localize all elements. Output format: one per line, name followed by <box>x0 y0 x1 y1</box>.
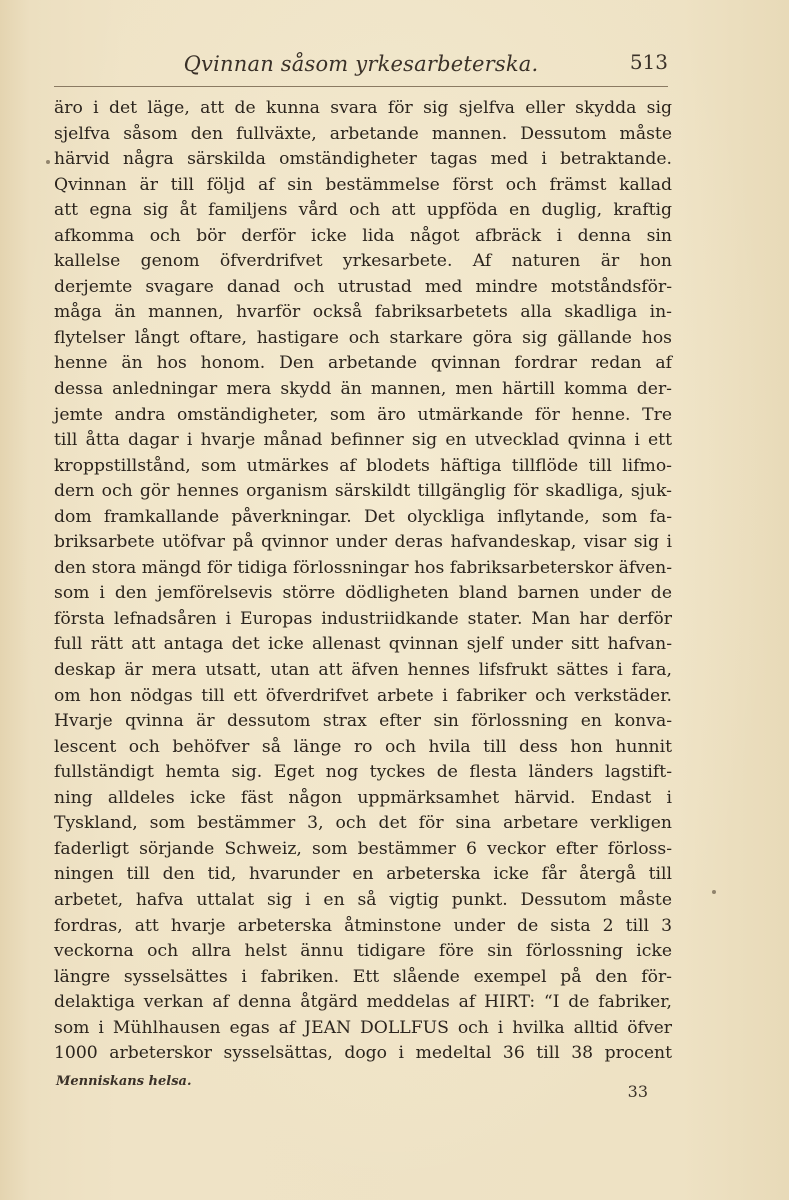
text-line: arbetet, hafva uttalat sig i en så vigtig punkt. Dessutom måste <box>54 889 672 910</box>
text-line: som i den jemförelsevis större dödligheten bland barnen under de <box>54 583 672 604</box>
text-line: dessa anledningar mera skydd än mannen, men härtill komma der- <box>54 379 672 400</box>
text-line: fullständigt hemta sig. Eget nog tyckes de flesta länders lagstift- <box>54 762 672 783</box>
text-line: afkomma och bör derför icke lida något afbräck i denna sin <box>54 225 672 246</box>
text-line: deskap är mera utsatt, utan att äfven hennes lifsfrukt sättes i fara, <box>54 660 672 681</box>
text-line: fordras, att hvarje arbeterska åtminstone under de sista 2 till 3 <box>54 915 672 936</box>
text-line: Tyskland, som bestämmer 3, och det för sina arbetare verkligen <box>54 813 672 834</box>
text-line: sjelfva såsom den fullväxte, arbetande mannen. Dessutom måste <box>54 123 672 144</box>
text-line: Qvinnan är till följd af sin bestämmelse först och främst kallad <box>54 174 672 195</box>
running-title: Qvinnan såsom yrkesarbeterska. <box>183 52 539 76</box>
text-line: härvid några särskilda omständigheter tagas med i betraktande. <box>54 149 672 170</box>
text-line: längre sysselsättes i fabriken. Ett slående exempel på den för- <box>54 966 672 987</box>
text-line: ningen till den tid, hvarunder en arbeterska icke får återgå till <box>54 864 672 885</box>
margin-speck <box>46 160 50 164</box>
margin-speck <box>712 890 716 894</box>
text-line: full rätt att antaga det icke allenast qvinnan sjelf under sitt hafvan- <box>54 634 672 655</box>
text-line: att egna sig åt familjens vård och att uppföda en duglig, kraftig <box>54 200 672 221</box>
sheet-number: 33 <box>627 1082 648 1101</box>
text-line: delaktiga verkan af denna åtgärd meddelas af HIRT: “I de fabriker, <box>54 992 672 1013</box>
text-line: kallelse genom öfverdrifvet yrkesarbete. Af naturen är hon <box>54 251 672 272</box>
body-text <box>54 96 672 1067</box>
text-line: äro i det läge, att de kunna svara för sig sjelfva eller skydda sig <box>54 98 672 118</box>
text-line: måga än mannen, hvarför också fabriksarbetets alla skadliga in- <box>54 302 672 323</box>
text-line: flytelser långt oftare, hastigare och starkare göra sig gällande hos <box>54 327 672 348</box>
text-line: till åtta dagar i hvarje månad befinner sig en utvecklad qvinna i ett <box>54 430 672 451</box>
text-line: briksarbete utöfvar på qvinnor under deras hafvandeskap, visar sig i <box>54 532 672 553</box>
text-line: Hvarje qvinna är dessutom strax efter sin förlossning en konva- <box>54 711 672 732</box>
text-line: om hon nödgas till ett öfverdrifvet arbete i fabriker och verkstäder. <box>54 685 672 706</box>
running-header <box>54 50 668 87</box>
text-line: 1000 arbeterskor sysselsättas, dogo i medeltal 36 till 38 procent <box>54 1043 672 1064</box>
text-line: kroppstillstånd, som utmärkes af blodets häftiga tillflöde till lifmo- <box>54 455 672 476</box>
text-line: som i Mühlhausen egas af JEAN DOLLFUS och i hvilka alltid öfver <box>54 1017 672 1038</box>
text-line: första lefnadsåren i Europas industriidkande stater. Man har derför <box>54 608 672 629</box>
text-line: derjemte svagare danad och utrustad med mindre motståndsför- <box>54 276 672 297</box>
text-line: faderligt sörjande Schweiz, som bestämmer 6 veckor efter förloss- <box>54 838 672 859</box>
text-line: dern och gör hennes organism särskildt tillgänglig för skadliga, sjuk- <box>54 481 672 502</box>
text-line: jemte andra omständigheter, som äro utmärkande för henne. Tre <box>54 404 672 425</box>
text-line: ning alldeles icke fäst någon uppmärksamhet härvid. Endast i <box>54 787 672 808</box>
text-line: dom framkallande påverkningar. Det olyckliga inflytande, som fa- <box>54 506 672 527</box>
signature-mark: Menniskans helsa. <box>56 1074 192 1089</box>
page-number: 513 <box>629 50 668 74</box>
text-line: lescent och behöfver så länge ro och hvila till dess hon hunnit <box>54 736 672 757</box>
text-line: veckorna och allra helst ännu tidigare före sin förlossning icke <box>54 941 672 962</box>
text-line: henne än hos honom. Den arbetande qvinnan fordrar redan af <box>54 353 672 374</box>
text-line: den stora mängd för tidiga förlossningar hos fabriksarbeterskor äfven- <box>54 557 672 578</box>
page-footer <box>56 1074 648 1104</box>
